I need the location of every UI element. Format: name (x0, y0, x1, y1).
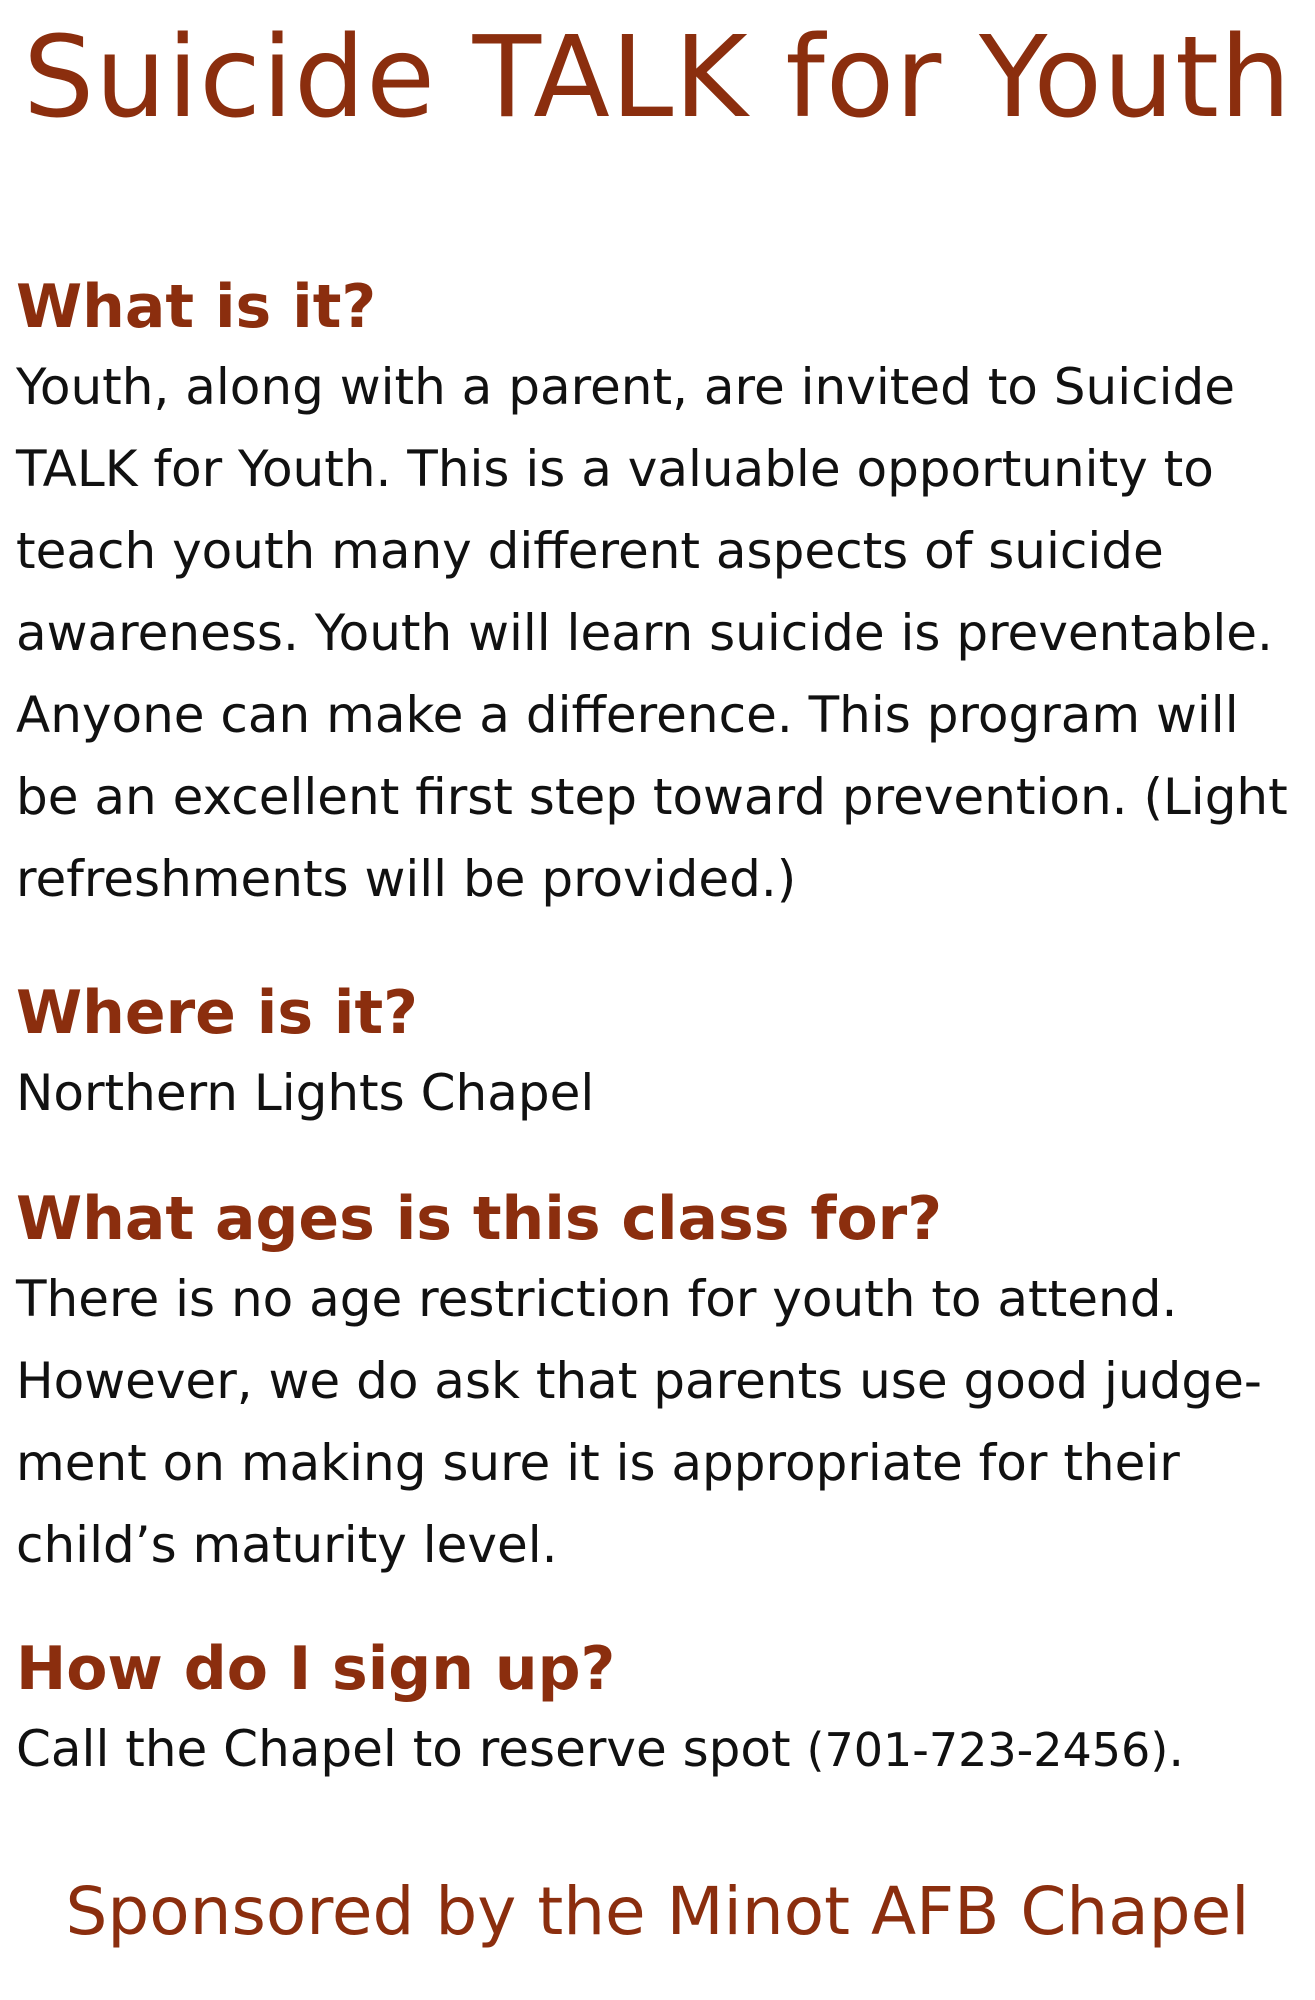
body-line: However, we do ask that parents use good judge- (16, 1352, 1262, 1410)
section-what-is-it (16, 268, 1306, 920)
signup-period: . (1168, 1720, 1185, 1778)
section-where-is-it (16, 974, 1306, 1134)
section-heading: Where is it? (16, 978, 418, 1048)
section-what-ages (16, 1180, 1306, 1586)
body-line: Anyone can make a difference. This program will (16, 686, 1239, 744)
section-heading: How do I sign up? (16, 1634, 616, 1704)
section-body (16, 1052, 1306, 1134)
section-body (16, 1258, 1306, 1586)
phone-number: (701-723-2456) (806, 1723, 1169, 1777)
section-body (16, 346, 1306, 920)
signup-text: Call the Chapel to reserve spot (16, 1720, 807, 1778)
body-line: teach youth many different aspects of suicide (16, 522, 1164, 580)
sponsor-line: Sponsored by the Minot AFB Chapel (65, 1873, 1250, 1950)
body-line: Youth, along with a parent, are invited to Suicide (16, 358, 1235, 416)
body-line: TALK for Youth. This is a valuable opportunity to (16, 440, 1214, 498)
body-line: Northern Lights Chapel (16, 1064, 595, 1122)
section-heading: What is it? (16, 272, 377, 342)
body-line: be an excellent first step toward prevention. (Light (16, 768, 1288, 826)
section-heading: What ages is this class for? (16, 1184, 943, 1254)
page-title: Suicide TALK for Youth (23, 13, 1292, 143)
body-line: awareness. Youth will learn suicide is preventable. (16, 604, 1273, 662)
body-line: ment on making sure it is appropriate for their (16, 1434, 1180, 1492)
body-line: There is no age restriction for youth to attend. (16, 1270, 1178, 1328)
body-line: child’s maturity level. (16, 1516, 558, 1574)
body-line: refreshments will be provided.) (16, 850, 797, 908)
body-line (16, 1708, 1306, 1791)
section-sign-up (16, 1630, 1306, 1791)
section-body (16, 1708, 1306, 1791)
